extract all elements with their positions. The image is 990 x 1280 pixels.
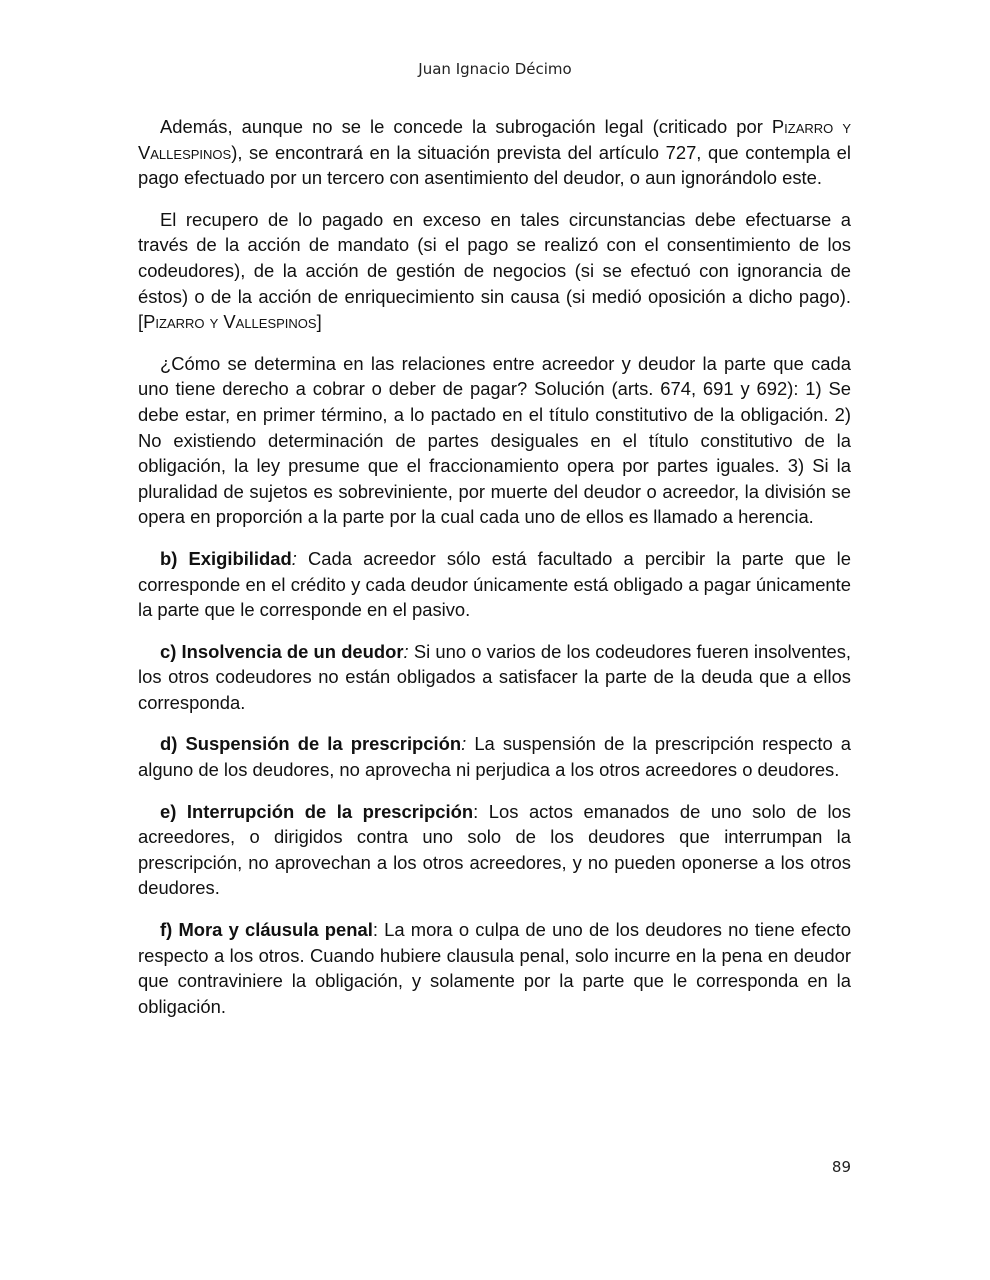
paragraph-text: Cada acreedor sólo está facultado a percibir la parte que le corresponde en el crédito y cada deudor únicamente está obligado a pagar únicamente la parte que le corresponde en el pasivo. bbox=[138, 547, 851, 621]
section-heading: d) Suspensión de la prescripción bbox=[160, 733, 462, 755]
paragraph-exigibilidad bbox=[138, 546, 851, 623]
paragraph-text: ] bbox=[316, 311, 322, 333]
paragraph-interrupcion bbox=[138, 799, 851, 901]
section-heading: c) Insolvencia de un deudor bbox=[160, 640, 404, 662]
page-number: 89 bbox=[831, 1158, 851, 1176]
heading-separator: : bbox=[403, 640, 409, 662]
author-citation: Pizarro y Vallespinos bbox=[143, 311, 317, 333]
paragraph-mora bbox=[138, 917, 851, 1019]
paragraph-suspension bbox=[138, 731, 851, 782]
paragraph-text: El recupero de lo pagado en exceso en tales circunstancias debe efectuarse a través de la acción de mandato (si el pago se realizó con el consentimiento de los codeudores), de la acción de gestión de negocios (si se efectuó con ignorancia de éstos) o de la acción de enriquecimiento sin causa (si medió oposición a dicho pago). [ bbox=[138, 208, 851, 333]
heading-separator: : bbox=[461, 733, 467, 755]
heading-separator: : bbox=[291, 547, 297, 569]
running-header: Juan Ignacio Décimo bbox=[418, 60, 572, 78]
section-heading: b) Exigibilidad bbox=[160, 547, 292, 569]
paragraph-recovery bbox=[138, 207, 851, 335]
section-heading: f) Mora y cláusula penal bbox=[160, 919, 373, 941]
paragraph-subrogation bbox=[138, 114, 851, 191]
paragraph-text: ¿Cómo se determina en las relaciones entre acreedor y deudor la parte que cada uno tiene derecho a cobrar o deber de pagar? Solución (arts. 674, 691 y 692): 1) Se debe estar, en primer término, a lo pactado en el título constitutivo de la obligación. 2) No existiendo determinación de partes desiguales en el título constitutivo de la obligación, la ley presume que el fraccionamiento opera por partes iguales. 3) Si la pluralidad de sujetos es sobreviniente, por muerte del deudor o acreedor, la división se opera en proporción a la parte por la cual cada uno de ellos es llamado a herencia. bbox=[138, 352, 851, 528]
paragraph-text: La suspensión de la prescripción respecto a alguno de los deudores, no aprovecha ni perjudica a los otros acreedores o deudores. bbox=[138, 733, 851, 781]
paragraph-text: Si uno o varios de los codeudores fueren insolventes, los otros codeudores no están obligados a satisfacer la parte de la deuda que a ellos corresponda. bbox=[138, 640, 851, 713]
page-body bbox=[138, 114, 851, 1035]
paragraph-insolvencia bbox=[138, 639, 851, 716]
paragraph-division-question bbox=[138, 351, 851, 530]
paragraph-text: Además, aunque no se le concede la subrogación legal (criticado por bbox=[160, 116, 772, 137]
author-citation: Pizarro y Vallespinos bbox=[138, 116, 851, 163]
paragraph-text: : Los actos emanados de uno solo de los acreedores, o dirigidos contra uno solo de los deudores que interrumpan la prescripción, no aprovechan a los otros acreedores, y no pueden oponerse a los otros deudores. bbox=[138, 800, 851, 899]
paragraph-text: : La mora o culpa de uno de los deudores no tiene efecto respecto a los otros. Cuando hubiere clausula penal, solo incurre en la pena en deudor que contraviniere la obligación, y solamente por la parte que le corresponda en la obligación. bbox=[138, 919, 851, 1017]
paragraph-text: ), se encontrará en la situación prevista del artículo 727, que contempla el pago efectuado por un tercero con asentimiento del deudor, o aun ignorándolo este. bbox=[138, 141, 851, 189]
section-heading: e) Interrupción de la prescripción bbox=[160, 800, 474, 822]
